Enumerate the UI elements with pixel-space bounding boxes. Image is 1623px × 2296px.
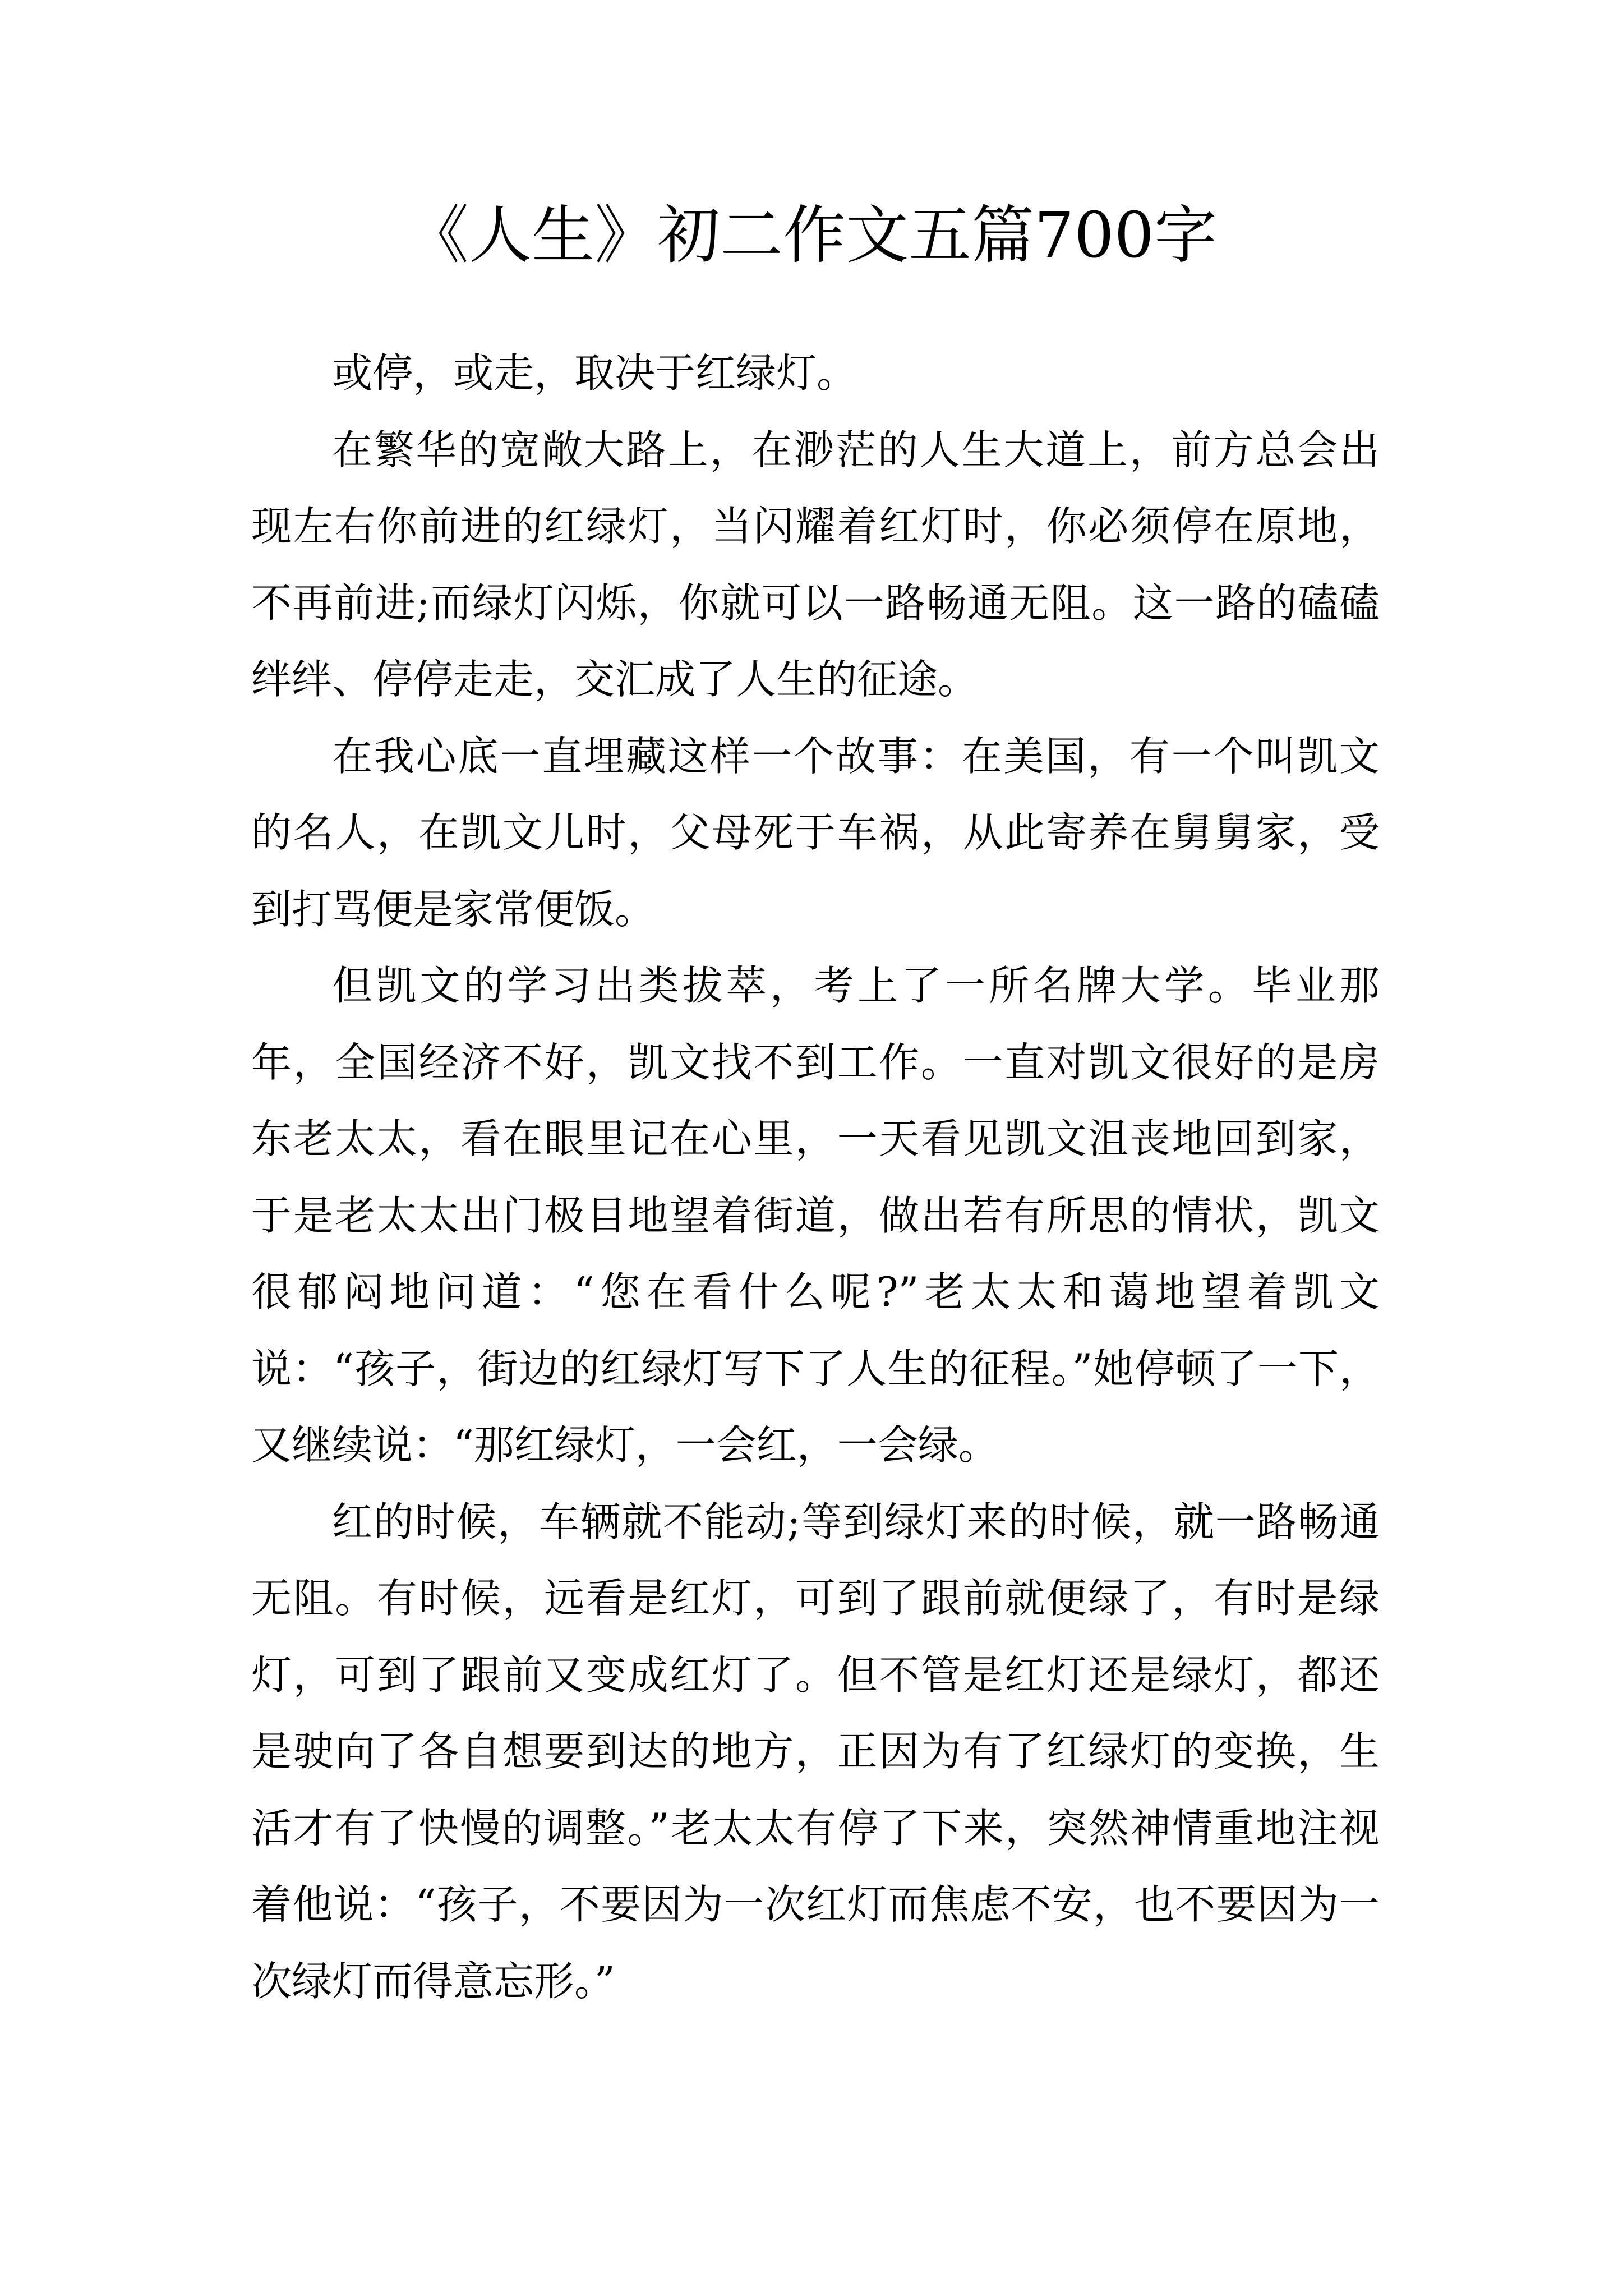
paragraph-2: 在繁华的宽敞大路上，在渺茫的人生大道上，前方总会出现左右你前进的红绿灯，当闪耀着红灯时，你必须停在原地，不再前进;而绿灯闪烁，你就可以一路畅通无阻。这一路的磕磕绊绊、停停走走，交汇成了人生的征途。 [251,426,1380,703]
document-body [251,335,1380,2019]
paragraph-4: 但凯文的学习出类拔萃，考上了一所名牌大学。毕业那年，全国经济不好，凯文找不到工作。一直对凯文很好的是房东老太太，看在眼里记在心里，一天看见凯文沮丧地回到家，于是老太太出门极目地望着街道，做出若有所思的情状，凯文很郁闷地问道：“您在看什么呢?”老太太和蔼地望着凯文说：“孩子，街边的红绿灯写下了人生的征程。”她停顿了一下，又继续说：“那红绿灯，一会红，一会绿。 [251,962,1380,1469]
paragraph-3: 在我心底一直埋藏这样一个故事：在美国，有一个叫凯文的名人，在凯文儿时，父母死于车祸，从此寄养在舅舅家，受到打骂便是家常便饭。 [251,732,1380,933]
paragraph-5: 红的时候，车辆就不能动;等到绿灯来的时候，就一路畅通无阻。有时候，远看是红灯，可到了跟前就便绿了，有时是绿灯，可到了跟前又变成红灯了。但不管是红灯还是绿灯，都还是驶向了各自想要到达的地方，正因为有了红绿灯的变换，生活才有了快慢的调整。”老太太有停了下来，突然神情重地注视着他说：“孩子，不要因为一次红灯而焦虑不安，也不要因为一次绿灯而得意忘形。” [251,1498,1380,2005]
paragraph-1: 或停，或走，取决于红绿灯。 [332,349,857,397]
document-title: 《人生》初二作文五篇700字 [406,199,1217,272]
